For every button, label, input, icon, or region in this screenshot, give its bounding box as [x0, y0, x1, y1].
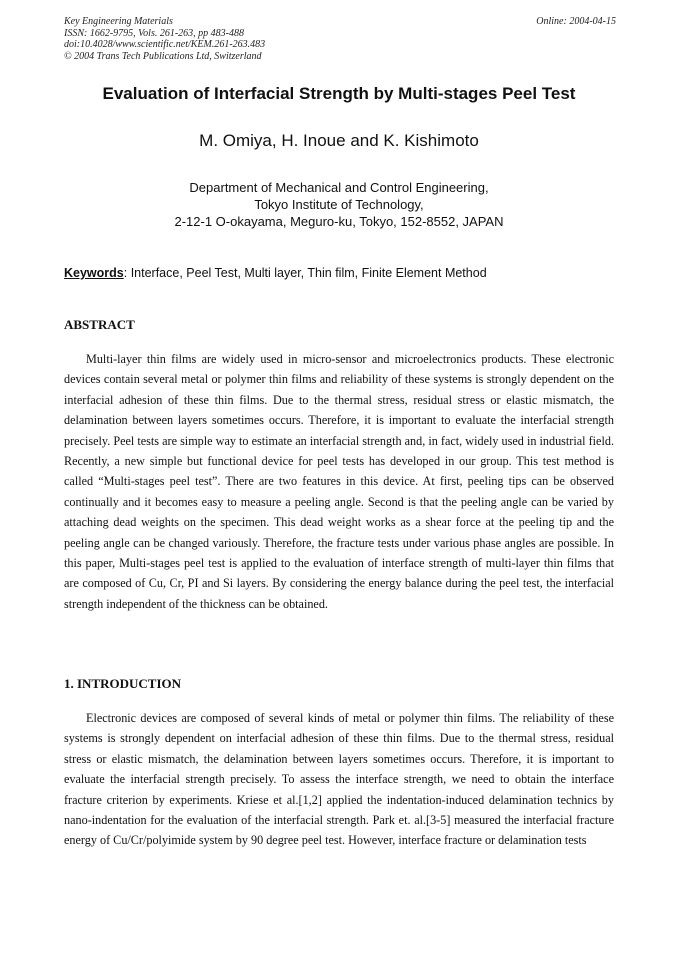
affiliation-line: Department of Mechanical and Control Engineering,: [189, 180, 489, 195]
journal-copyright: © 2004 Trans Tech Publications Ltd, Switzerland: [64, 50, 262, 62]
journal-doi: doi:10.4028/www.scientific.net/KEM.261-263.483: [64, 39, 266, 50]
keywords: [64, 265, 616, 281]
affiliation-line: 2-12-1 O-okayama, Meguro-ku, Tokyo, 152-8552, JAPAN: [174, 214, 504, 229]
keywords-list: : Interface, Peel Test, Multi layer, Thin film, Finite Element Method: [123, 266, 487, 280]
journal-name: Key Engineering Materials: [64, 16, 173, 27]
affiliation-line: Tokyo Institute of Technology,: [254, 197, 424, 212]
journal-issn: ISSN: 1662-9795, Vols. 261-263, pp 483-488: [64, 27, 244, 39]
introduction-heading: 1. INTRODUCTION: [64, 676, 182, 691]
paper-title: Evaluation of Interfacial Strength by Multi-stages Peel Test: [102, 84, 576, 103]
affiliation: [40, 179, 638, 230]
abstract-text: Multi-layer thin films are widely used in micro-sensor and microelectronics products. These electronic devices contain several metal or polymer thin films and reliability of these systems is strongly dependent on the interfacial adhesion of these thin films. Due to the thermal stress, residual stress or elastic mismatch, the delamination between layers sometimes occurs. Therefore, it is important to evaluate the interfacial strength precisely. Peel tests are simple way to estimate an interfacial strength and, in fact, widely used in industrial field. Recently, a new simple but functional device for peel tests has developed in our group. This test method is called “Multi-stages peel test”. There are two features in this device. At first, peeling tips can be observed continually and it becomes easy to measure a peeling angle. Second is that the peeling angle can be varied by attaching dead weights on the specimen. This dead weight works as a shear force at the peeling tip and the peeling angle can be changed variously. Therefore, the fracture tests under various phase angles are possible. In this paper, Multi-stages peel test is applied to the evaluation of interface strength of multi-layer thin films that are composed of Cu, Cr, PI and Si layers. By considering the energy balance during the peel test, the interfacial strength independent of the thickness can be obtained.: [64, 352, 614, 611]
online-date: Online: 2004-04-15: [536, 16, 616, 27]
abstract-heading: ABSTRACT: [64, 317, 135, 332]
journal-header: [64, 16, 616, 62]
introduction-text: Electronic devices are composed of several kinds of metal or polymer thin films. The reliability of these systems is strongly dependent on interfacial adhesion of these thin films. Due to the thermal stress, residual stress or elastic mismatch, the delamination between layers sometimes occurs. Therefore, it is important to evaluate the interfacial strength precisely. To assess the interface strength, we need to obtain the interface fracture criterion by experiments. Kriese et al.[1,2] applied the indentation-induced delamination technics by nano-indentation for the evaluation of the interfacial strength. Park et. al.[3-5] measured the interfacial fracture energy of Cu/Cr/polyimide system by 90 degree peel test. However, interface fracture or delamination tests: [64, 711, 614, 848]
keywords-label: Keywords: [64, 266, 124, 280]
paper-authors: M. Omiya, H. Inoue and K. Kishimoto: [199, 131, 479, 150]
